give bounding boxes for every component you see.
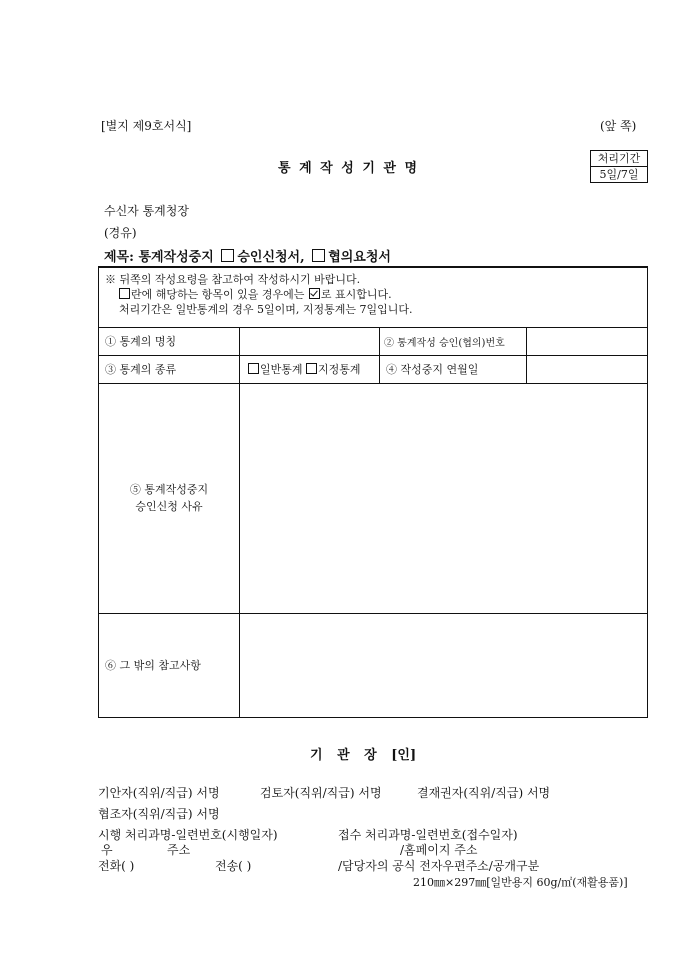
phone: 전화( ) [98,859,135,873]
reason-label-cell [99,383,240,613]
notice-line-3: 처리기간은 일반통계의 경우 5일이며, 지정통계는 7일입니다. [119,303,413,316]
homepage: /홈페이지 주소 [400,843,478,857]
notice-line-1: ※ 뒤쪽의 작성요령을 참고하여 작성하시기 바랍니다. [105,273,361,286]
checkbox-designated-stat[interactable] [306,363,317,374]
checkbox-approval-application[interactable] [221,249,234,262]
checkbox-general-stat[interactable] [248,363,259,374]
stat-type-label: ③ 통계의 종류 [99,355,240,383]
receipt-info: 접수 처리과명-일련번호(접수일자) [338,828,518,842]
processing-period-label: 처리기간 [597,152,641,165]
subject-prefix: 제목: 통계작성중지 [104,250,214,265]
reason-label-line-2: 승인신청 사유 [135,500,203,513]
reason-input[interactable] [240,383,648,613]
recipient: 수신자 통계청장 [104,204,189,218]
page-side: (앞 쪽) [600,119,637,133]
stop-date-input[interactable] [527,355,648,383]
notice-cell [99,267,648,327]
address: 주소 [167,843,191,857]
checked-checkbox-icon [309,288,320,299]
form-number: [별지 제9호서식] [101,119,192,133]
notice-row [99,267,648,327]
agency-head-seal: 기 관 장 [인] [310,748,417,763]
designated-stat-label: 지정통계 [318,363,361,376]
row-name-approval [99,327,648,355]
drafter-signature: 기안자(직위/직급) 서명 [98,786,220,800]
agency-name: 통 계 작 성 기 관 명 [278,161,418,176]
approver-signature: 결재권자(직위/직급) 서명 [417,786,551,800]
processing-period-value: 5일/7일 [591,166,647,182]
via: (경유) [104,226,137,240]
cooperator-signature: 협조자(직위/직급) 서명 [98,807,220,821]
row-other-notes [99,613,648,717]
subject-line [104,246,391,265]
approval-number-label: ② 통계작성 승인(협의)번호 [380,327,527,355]
fax: 전송( ) [215,859,252,873]
official-email: /담당자의 공식 전자우편주소/공개구분 [338,859,540,873]
notice-line-2: 란에 해당하는 항목이 있을 경우에는 로 표시합니다. [105,287,641,302]
stat-type-options [240,355,380,383]
checkbox-consultation-request[interactable] [312,249,325,262]
row-reason [99,383,648,613]
reason-label-line-1: ⑤ 통계작성중지 [129,483,209,496]
enforcement-info: 시행 처리과명-일련번호(시행일자) [98,828,278,842]
processing-period-box [590,150,648,183]
other-notes-input[interactable] [240,613,648,717]
general-stat-label: 일반통계 [260,363,303,376]
paper-spec: 210㎜×297㎜[일반용지 60g/㎡(재활용품)] [413,876,628,889]
application-form-table [98,266,648,718]
approval-number-input[interactable] [527,327,648,355]
subject-option-approval: 승인신청서, [237,250,305,265]
stop-date-label: ④ 작성중지 연월일 [380,355,527,383]
stat-name-input[interactable] [240,327,380,355]
stat-name-label: ① 통계의 명칭 [99,327,240,355]
other-notes-label: ⑥ 그 밖의 참고사항 [99,613,240,717]
empty-checkbox-icon [119,288,130,299]
postal-code: 우 [101,843,113,857]
subject-option-consultation: 협의요청서 [328,250,391,265]
row-type-date [99,355,648,383]
reviewer-signature: 검토자(직위/직급) 서명 [260,786,382,800]
